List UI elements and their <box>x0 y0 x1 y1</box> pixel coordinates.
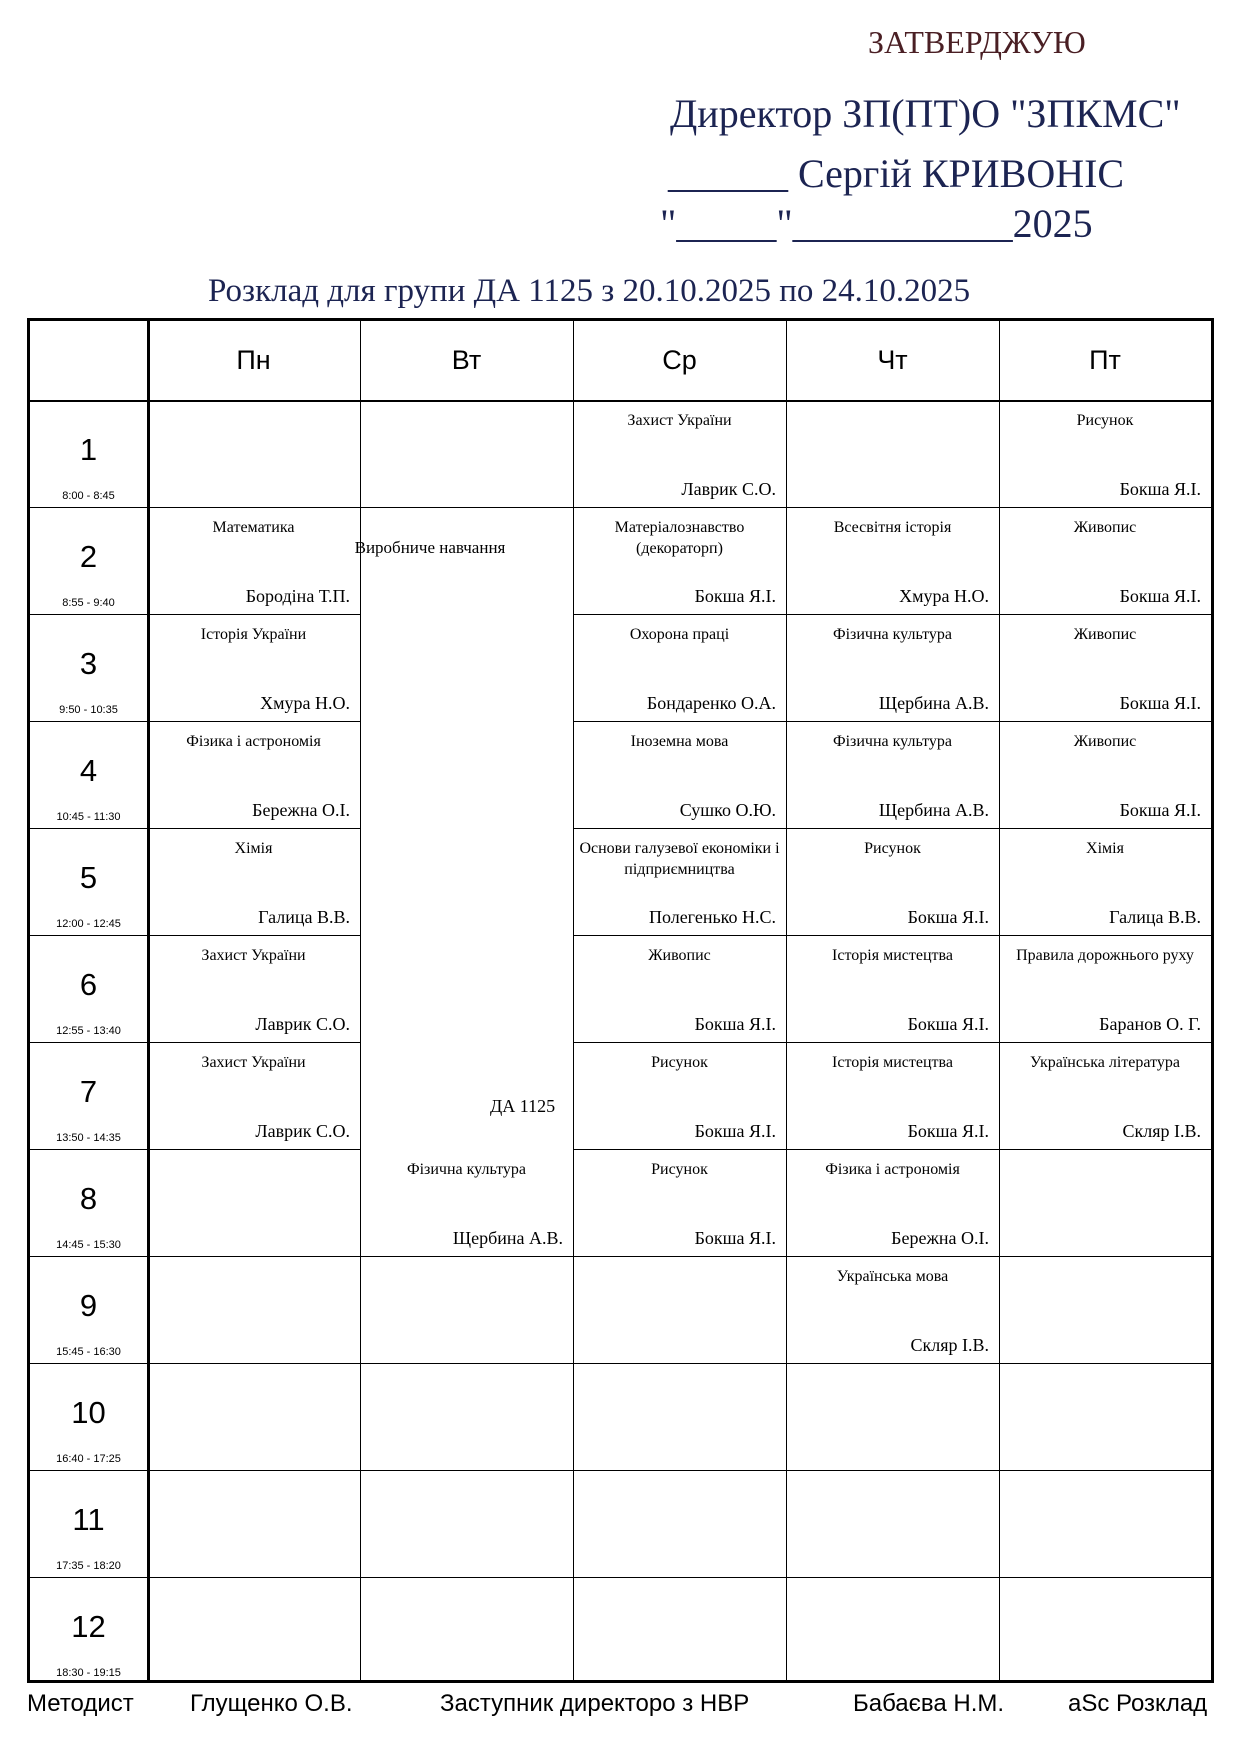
period-time: 9:50 - 10:35 <box>59 704 118 716</box>
lesson-subject: Іноземна мова <box>630 733 729 750</box>
footer-software: aSc Розклад <box>1068 1690 1208 1717</box>
day-header: Пт <box>1089 345 1121 375</box>
lesson-cell <box>573 1149 786 1256</box>
approval-director: Директор ЗП(ПТ)О "ЗПКМС" <box>670 91 1181 136</box>
lesson-cell <box>573 400 786 507</box>
lesson-teacher: Бокша Я.І. <box>694 586 776 606</box>
lesson-subject: Фізика і астрономія <box>825 1161 960 1178</box>
lesson-cell <box>999 614 1211 721</box>
lesson-cell <box>786 1256 999 1363</box>
lesson-cell <box>786 1042 999 1149</box>
period-label <box>30 507 147 614</box>
period-time: 14:45 - 15:30 <box>56 1239 121 1251</box>
lesson-subject: Українська мова <box>836 1268 949 1285</box>
day-header: Чт <box>877 345 908 375</box>
period-number: 11 <box>72 1502 105 1537</box>
lesson-teacher: Бокша Я.І. <box>1119 693 1201 713</box>
lesson-subject: Охорона праці <box>629 626 730 643</box>
lesson-subject: Живопис <box>1073 626 1137 643</box>
lesson-teacher: Скляр І.В. <box>910 1335 989 1355</box>
period-number: 1 <box>79 432 98 467</box>
day-header: Пн <box>236 345 271 375</box>
period-time: 17:35 - 18:20 <box>56 1560 121 1572</box>
lesson-cell <box>147 721 360 828</box>
lesson-subject: Основи галузевої економіки і підприємництва <box>579 840 780 878</box>
period-time: 13:50 - 14:35 <box>56 1132 121 1144</box>
lesson-cell <box>999 828 1211 935</box>
lesson-subject: Живопис <box>1073 733 1137 750</box>
lesson-teacher: Щербина А.В. <box>878 693 989 713</box>
lesson-teacher: Бокша Я.І. <box>907 1121 989 1141</box>
lesson-cell <box>786 935 999 1042</box>
period-number: 3 <box>79 646 98 681</box>
lesson-subject: Рисунок <box>651 1161 708 1178</box>
period-number: 10 <box>71 1395 106 1430</box>
lesson-teacher: Бокша Я.І. <box>694 1228 776 1248</box>
period-number: 7 <box>79 1074 98 1109</box>
lesson-teacher: Бокша Я.І. <box>1119 800 1201 820</box>
row-divider <box>30 1363 1211 1364</box>
period-label <box>30 828 147 935</box>
lesson-subject: Захист України <box>201 1054 306 1071</box>
day-header: Ср <box>662 345 697 375</box>
period-label <box>30 1470 147 1577</box>
lesson-subject: Фізична культура <box>832 733 953 750</box>
lesson-cell <box>147 614 360 721</box>
tuesday-block-group: ДА 1125 <box>490 1096 556 1116</box>
lesson-teacher: Бородіна Т.П. <box>245 586 350 606</box>
period-time: 8:00 - 8:45 <box>62 490 115 502</box>
lesson-teacher: Скляр І.В. <box>1122 1121 1201 1141</box>
lesson-cell <box>786 507 999 614</box>
lesson-teacher: Лаврик С.О. <box>255 1014 350 1034</box>
lesson-subject: Рисунок <box>864 840 921 857</box>
lesson-cell <box>573 1042 786 1149</box>
period-label <box>30 1363 147 1470</box>
lesson-cell <box>360 1149 573 1256</box>
lesson-teacher: Лаврик С.О. <box>681 479 776 499</box>
period-number: 2 <box>79 539 98 574</box>
lesson-teacher: Хмура Н.О. <box>899 586 989 606</box>
lesson-subject: Рисунок <box>651 1054 708 1071</box>
lesson-teacher: Галица В.В. <box>1109 907 1201 927</box>
lesson-teacher: Бокша Я.І. <box>1119 586 1201 606</box>
lesson-subject: Історія мистецтва <box>832 1054 953 1071</box>
lesson-cell <box>999 721 1211 828</box>
lesson-cell <box>786 614 999 721</box>
lesson-cell <box>147 935 360 1042</box>
lesson-teacher: Бокша Я.І. <box>694 1121 776 1141</box>
period-time: 16:40 - 17:25 <box>56 1453 121 1465</box>
lesson-teacher: Бондаренко О.А. <box>646 693 776 713</box>
period-time: 12:00 - 12:45 <box>56 918 121 930</box>
period-label <box>30 1256 147 1363</box>
period-label <box>30 1577 147 1684</box>
row-divider <box>30 1256 1211 1257</box>
approval-date-line: "_____"___________2025 <box>660 201 1093 246</box>
row-divider <box>30 1577 1211 1578</box>
footer-methodist-name: Глущенко О.В. <box>190 1690 353 1717</box>
lesson-teacher: Бережна О.І. <box>891 1228 989 1248</box>
period-number: 12 <box>71 1609 106 1644</box>
lesson-teacher: Щербина А.В. <box>878 800 989 820</box>
approval-signature-line: ______ Сергій КРИВОНІС <box>668 151 1125 196</box>
lesson-cell <box>786 1149 999 1256</box>
period-label <box>30 400 147 507</box>
lesson-subject: Живопис <box>648 947 711 964</box>
day-header: Вт <box>451 345 482 375</box>
lesson-teacher: Галица В.В. <box>258 907 350 927</box>
period-label <box>30 935 147 1042</box>
period-number: 4 <box>79 753 98 788</box>
lesson-subject: Хімія <box>234 840 273 857</box>
lesson-teacher: Бокша Я.І. <box>907 1014 989 1034</box>
lesson-cell <box>999 935 1211 1042</box>
lesson-teacher: Щербина А.В. <box>452 1228 563 1248</box>
lesson-subject: Фізична культура <box>406 1161 527 1178</box>
lesson-cell <box>999 400 1211 507</box>
period-time: 12:55 - 13:40 <box>56 1025 121 1037</box>
footer-methodist-label: Методист <box>27 1690 134 1717</box>
lesson-cell <box>147 828 360 935</box>
lesson-subject: Історія мистецтва <box>832 947 953 964</box>
lesson-cell <box>147 1042 360 1149</box>
lesson-subject: Рисунок <box>1076 412 1134 429</box>
lesson-subject: Українська література <box>1030 1054 1180 1071</box>
lesson-subject: Захист України <box>627 412 732 429</box>
lesson-cell <box>573 614 786 721</box>
lesson-teacher: Бережна О.І. <box>252 800 350 820</box>
lesson-subject: Правила дорожнього руху <box>1016 947 1194 964</box>
lesson-teacher: Бокша Я.І. <box>907 907 989 927</box>
lesson-cell <box>573 507 786 614</box>
lesson-subject: Математика <box>212 519 295 536</box>
lesson-cell <box>573 721 786 828</box>
lesson-teacher: Полегенько Н.С. <box>648 907 776 927</box>
period-number: 5 <box>79 860 98 895</box>
page-title: Розклад для групи ДА 1125 з 20.10.2025 по 24.10.2025 <box>208 273 971 309</box>
period-label <box>30 614 147 721</box>
period-time: 10:45 - 11:30 <box>56 811 121 823</box>
lesson-teacher: Лаврик С.О. <box>255 1121 350 1141</box>
lesson-cell <box>786 828 999 935</box>
lesson-teacher: Сушко О.Ю. <box>679 800 776 820</box>
approval-label: ЗАТВЕРДЖУЮ <box>868 24 1086 60</box>
lesson-subject: Фізика і астрономія <box>186 733 321 750</box>
lesson-cell <box>147 507 360 614</box>
row-divider <box>30 1470 1211 1471</box>
lesson-teacher: Баранов О. Г. <box>1099 1014 1201 1034</box>
period-time: 15:45 - 16:30 <box>56 1346 121 1358</box>
lesson-subject: Всесвітня історія <box>833 519 952 536</box>
lesson-cell <box>573 935 786 1042</box>
lesson-subject: Фізична культура <box>832 626 953 643</box>
period-number: 6 <box>79 967 98 1002</box>
period-time: 18:30 - 19:15 <box>56 1667 121 1679</box>
period-label <box>30 721 147 828</box>
footer-deputy-name: Бабаєва Н.М. <box>853 1690 1005 1717</box>
period-number: 9 <box>79 1288 98 1323</box>
lesson-cell <box>999 507 1211 614</box>
tuesday-block-subject: Виробниче навчання <box>354 538 506 557</box>
lesson-cell <box>786 721 999 828</box>
lesson-teacher: Бокша Я.І. <box>694 1014 776 1034</box>
lesson-subject: Живопис <box>1073 519 1137 536</box>
lesson-subject: Захист України <box>201 947 306 964</box>
period-number: 8 <box>79 1181 98 1216</box>
lesson-subject: Хімія <box>1086 840 1124 857</box>
column-divider <box>360 321 361 1680</box>
schedule-table <box>27 318 1214 1683</box>
lesson-subject: Історія України <box>200 626 307 643</box>
period-label <box>30 1149 147 1256</box>
lesson-subject: Матеріалознавство (декораторп) <box>614 519 745 557</box>
lesson-cell <box>999 1042 1211 1149</box>
period-label <box>30 1042 147 1149</box>
footer-deputy-label: Заступник директоро з НВР <box>440 1690 750 1717</box>
lesson-teacher: Хмура Н.О. <box>260 693 350 713</box>
lesson-cell <box>573 828 786 935</box>
lesson-teacher: Бокша Я.І. <box>1119 479 1201 499</box>
period-time: 8:55 - 9:40 <box>62 597 115 609</box>
